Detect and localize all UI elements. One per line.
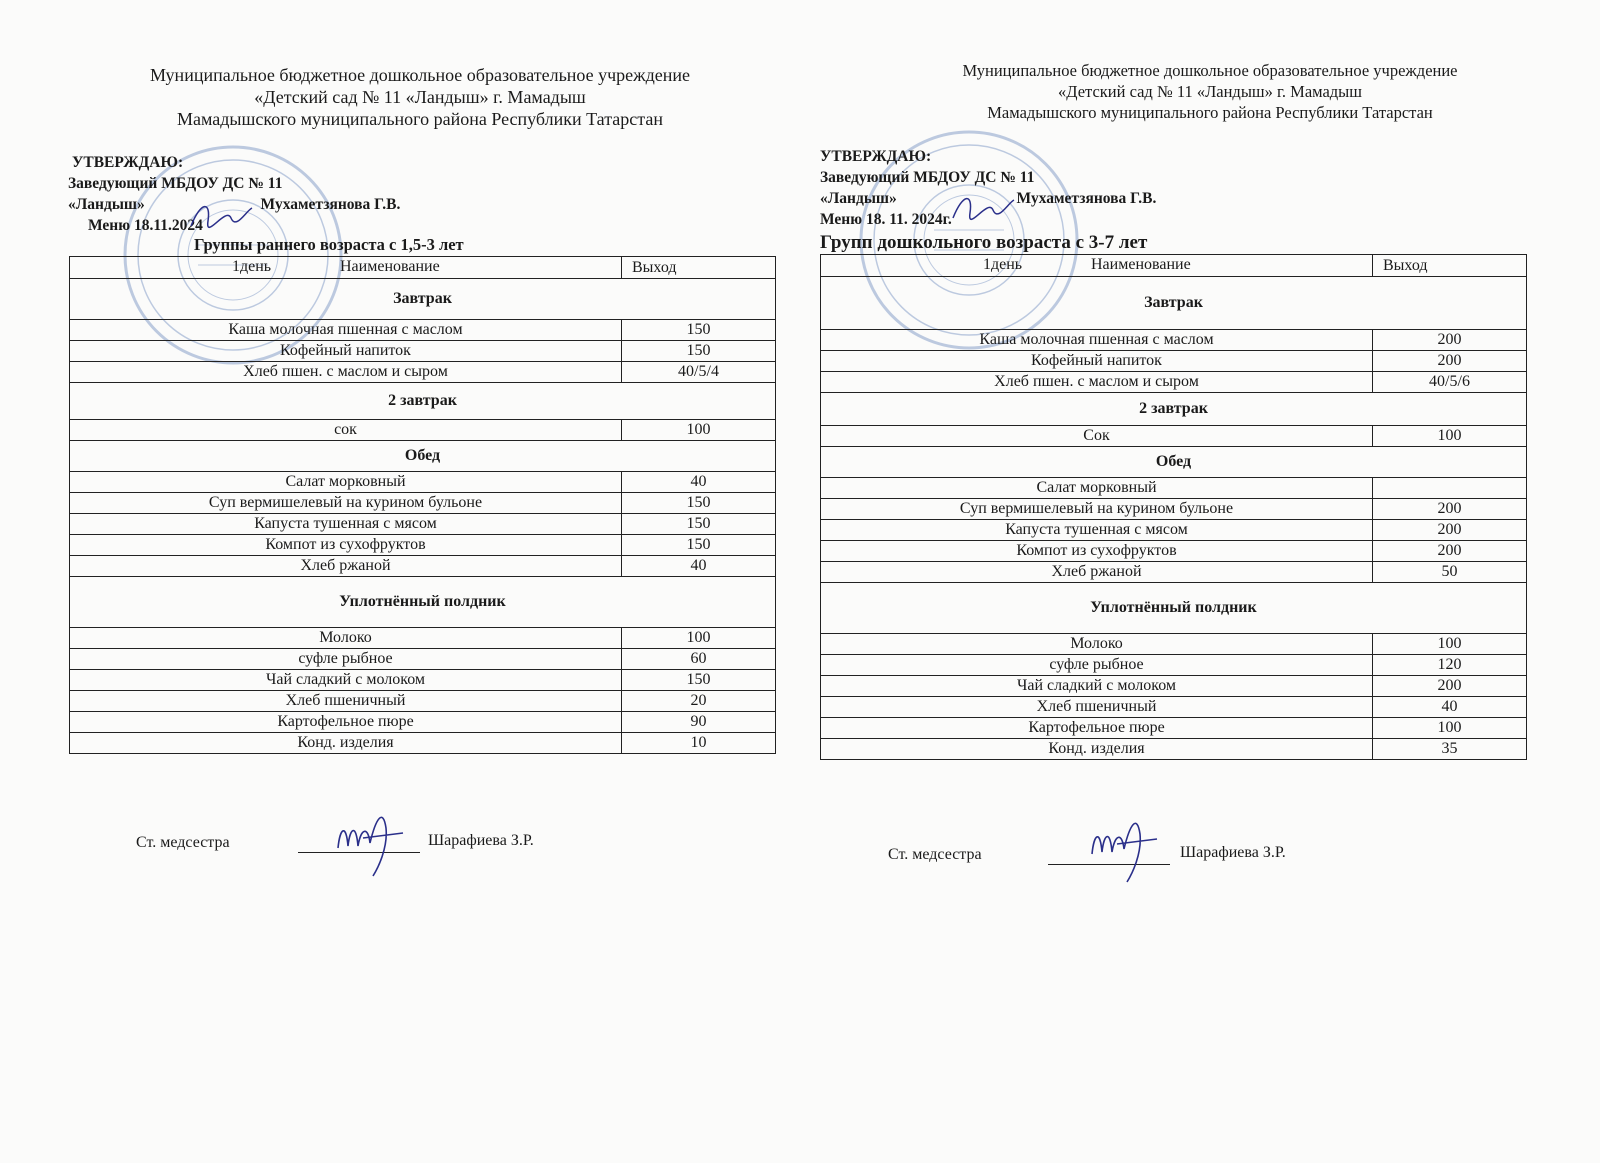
dish-output: 35 [1373, 739, 1527, 760]
table-body [821, 277, 1527, 760]
header-name: Наименование [1091, 256, 1191, 273]
dish-name: Картофельное пюре [821, 718, 1373, 739]
dish-row [70, 649, 776, 670]
head-person: Мухаметзянова Г.В. [1016, 190, 1157, 207]
dish-row [70, 712, 776, 733]
head-person: Мухаметзянова Г.В. [260, 196, 401, 213]
nurse-signature-icon [1082, 804, 1172, 884]
meal-section-title: Уплотнённый полдник [821, 583, 1527, 634]
meal-section-row [821, 583, 1527, 634]
dish-name: Кофейный напиток [821, 351, 1373, 372]
table-body [70, 279, 776, 754]
dish-output: 60 [622, 649, 776, 670]
header-line: Мамадышского муниципального района Республики Татарстан [987, 103, 1433, 122]
dish-name: Компот из сухофруктов [821, 541, 1373, 562]
nurse-role: Ст. медсестра [888, 846, 982, 863]
dish-output: 100 [622, 420, 776, 441]
dish-row [70, 514, 776, 535]
dish-name: Суп вермишелевый на курином бульоне [70, 493, 622, 514]
dish-output: 150 [622, 341, 776, 362]
dish-name: Хлеб пшен. с маслом и сыром [70, 362, 622, 383]
header-line: «Детский сад № 11 «Ландыш» г. Мамадыш [254, 87, 586, 107]
group-title: Групп дошкольного возраста с 3-7 лет [820, 232, 1148, 253]
head-position: Заведующий МБДОУ ДС № 11 [820, 169, 1035, 186]
dish-name: Молоко [70, 628, 622, 649]
dish-name: Салат морковный [821, 478, 1373, 499]
meal-section-row [70, 441, 776, 472]
dish-row [70, 691, 776, 712]
dish-name: Хлеб ржаной [70, 556, 622, 577]
dish-name: Хлеб ржаной [821, 562, 1373, 583]
meal-section-title: Уплотнённый полдник [70, 577, 776, 628]
head-position: Заведующий МБДОУ ДС № 11 [68, 175, 283, 192]
dish-row [70, 320, 776, 341]
dish-output: 200 [1373, 330, 1527, 351]
approve-label: УТВЕРЖДАЮ: [820, 148, 932, 165]
meal-section-row [821, 447, 1527, 478]
dish-output: 40 [622, 472, 776, 493]
head-org-line [820, 188, 1156, 209]
nurse-signature-line [1048, 864, 1170, 865]
menu-table [69, 256, 776, 754]
dish-output: 40/5/6 [1373, 372, 1527, 393]
dish-output: 200 [1373, 351, 1527, 372]
menu-table [820, 254, 1527, 760]
dish-row [821, 499, 1527, 520]
dish-name: Хлеб пшеничный [821, 697, 1373, 718]
dish-name: Компот из сухофруктов [70, 535, 622, 556]
meal-section-title: Завтрак [70, 279, 776, 320]
header-name-cell [821, 255, 1373, 277]
dish-row [821, 676, 1527, 697]
dish-output: 150 [622, 535, 776, 556]
dish-row [821, 351, 1527, 372]
dish-name: Хлеб пшен. с маслом и сыром [821, 372, 1373, 393]
dish-output: 120 [1373, 655, 1527, 676]
dish-row [70, 420, 776, 441]
dish-name: Суп вермишелевый на курином бульоне [821, 499, 1373, 520]
dish-name: Салат морковный [70, 472, 622, 493]
nurse-name: Шарафиева З.Р. [428, 832, 534, 849]
dish-output: 100 [1373, 426, 1527, 447]
dish-row [821, 634, 1527, 655]
institution-header [860, 60, 1560, 123]
head-org-line [68, 194, 400, 215]
dish-row [821, 541, 1527, 562]
dish-row [821, 520, 1527, 541]
dish-name: Сок [821, 426, 1373, 447]
dish-name: Чай сладкий с молоком [821, 676, 1373, 697]
dish-output: 150 [622, 493, 776, 514]
header-line: Муниципальное бюджетное дошкольное образовательное учреждение [962, 61, 1458, 80]
dish-output: 200 [1373, 541, 1527, 562]
group-title: Группы раннего возраста с 1,5-3 лет [194, 235, 464, 254]
dish-output: 150 [622, 320, 776, 341]
meal-section-title: Завтрак [821, 277, 1527, 330]
approve-label: УТВЕРЖДАЮ: [72, 154, 184, 171]
header-output: Выход [1373, 255, 1527, 277]
dish-output: 100 [1373, 634, 1527, 655]
meal-section-title: Обед [70, 441, 776, 472]
dish-row [70, 628, 776, 649]
approval-block [820, 146, 1156, 230]
dish-name: Каша молочная пшенная с маслом [70, 320, 622, 341]
dish-row [70, 556, 776, 577]
dish-output: 40 [1373, 697, 1527, 718]
meal-section-title: Обед [821, 447, 1527, 478]
approval-block [68, 152, 400, 236]
header-line: Муниципальное бюджетное дошкольное образовательное учреждение [150, 65, 690, 85]
dish-output: 40 [622, 556, 776, 577]
dish-row [821, 739, 1527, 760]
dish-name: Кофейный напиток [70, 341, 622, 362]
header-name-cell [70, 257, 622, 279]
meal-section-title: 2 завтрак [70, 383, 776, 420]
header-output: Выход [622, 257, 776, 279]
dish-name: Конд. изделия [821, 739, 1373, 760]
dish-name: Капуста тушенная с мясом [821, 520, 1373, 541]
dish-row [821, 372, 1527, 393]
menu-date: Меню 18.11.2024 [88, 217, 203, 234]
nurse-signature-line [298, 852, 420, 853]
dish-name: Чай сладкий с молоком [70, 670, 622, 691]
header-line: «Детский сад № 11 «Ландыш» г. Мамадыш [1058, 82, 1362, 101]
dish-row [821, 330, 1527, 351]
menu-date: Меню 18. 11. 2024г. [820, 211, 952, 228]
institution-header [70, 64, 770, 130]
nurse-role: Ст. медсестра [136, 834, 230, 851]
dish-output [1373, 478, 1527, 499]
dish-name: Хлеб пшеничный [70, 691, 622, 712]
dish-row [821, 426, 1527, 447]
meal-section-row [821, 277, 1527, 330]
dish-name: Каша молочная пшенная с маслом [821, 330, 1373, 351]
dish-output: 100 [622, 628, 776, 649]
dish-row [70, 493, 776, 514]
nurse-name: Шарафиева З.Р. [1180, 844, 1286, 861]
dish-output: 40/5/4 [622, 362, 776, 383]
dish-row [821, 697, 1527, 718]
dish-output: 150 [622, 514, 776, 535]
dish-row [70, 341, 776, 362]
meal-section-row [70, 279, 776, 320]
dish-name: Картофельное пюре [70, 712, 622, 733]
dish-output: 20 [622, 691, 776, 712]
meal-section-row [821, 393, 1527, 426]
head-org: «Ландыш» [820, 190, 897, 207]
dish-name: сок [70, 420, 622, 441]
header-line: Мамадышского муниципального района Республики Татарстан [177, 109, 663, 129]
dish-name: суфле рыбное [821, 655, 1373, 676]
meal-section-title: 2 завтрак [821, 393, 1527, 426]
nurse-signature-icon [328, 798, 418, 878]
dish-output: 200 [1373, 676, 1527, 697]
dish-output: 150 [622, 670, 776, 691]
dish-output: 50 [1373, 562, 1527, 583]
table-header-row [70, 257, 776, 279]
dish-output: 100 [1373, 718, 1527, 739]
meal-section-row [70, 383, 776, 420]
dish-row [70, 733, 776, 754]
dish-output: 90 [622, 712, 776, 733]
dish-row [70, 472, 776, 493]
dish-row [821, 655, 1527, 676]
dish-output: 200 [1373, 499, 1527, 520]
dish-row [70, 535, 776, 556]
header-day: 1день [983, 256, 1023, 273]
dish-row [821, 478, 1527, 499]
dish-name: Капуста тушенная с мясом [70, 514, 622, 535]
dish-name: суфле рыбное [70, 649, 622, 670]
table-header-row [821, 255, 1527, 277]
dish-row [70, 362, 776, 383]
dish-output: 200 [1373, 520, 1527, 541]
head-org: «Ландыш» [68, 196, 145, 213]
header-name: Наименование [340, 258, 440, 275]
header-day: 1день [232, 258, 272, 275]
dish-output: 10 [622, 733, 776, 754]
dish-row [821, 562, 1527, 583]
dish-row [70, 670, 776, 691]
dish-name: Молоко [821, 634, 1373, 655]
meal-section-row [70, 577, 776, 628]
dish-row [821, 718, 1527, 739]
dish-name: Конд. изделия [70, 733, 622, 754]
